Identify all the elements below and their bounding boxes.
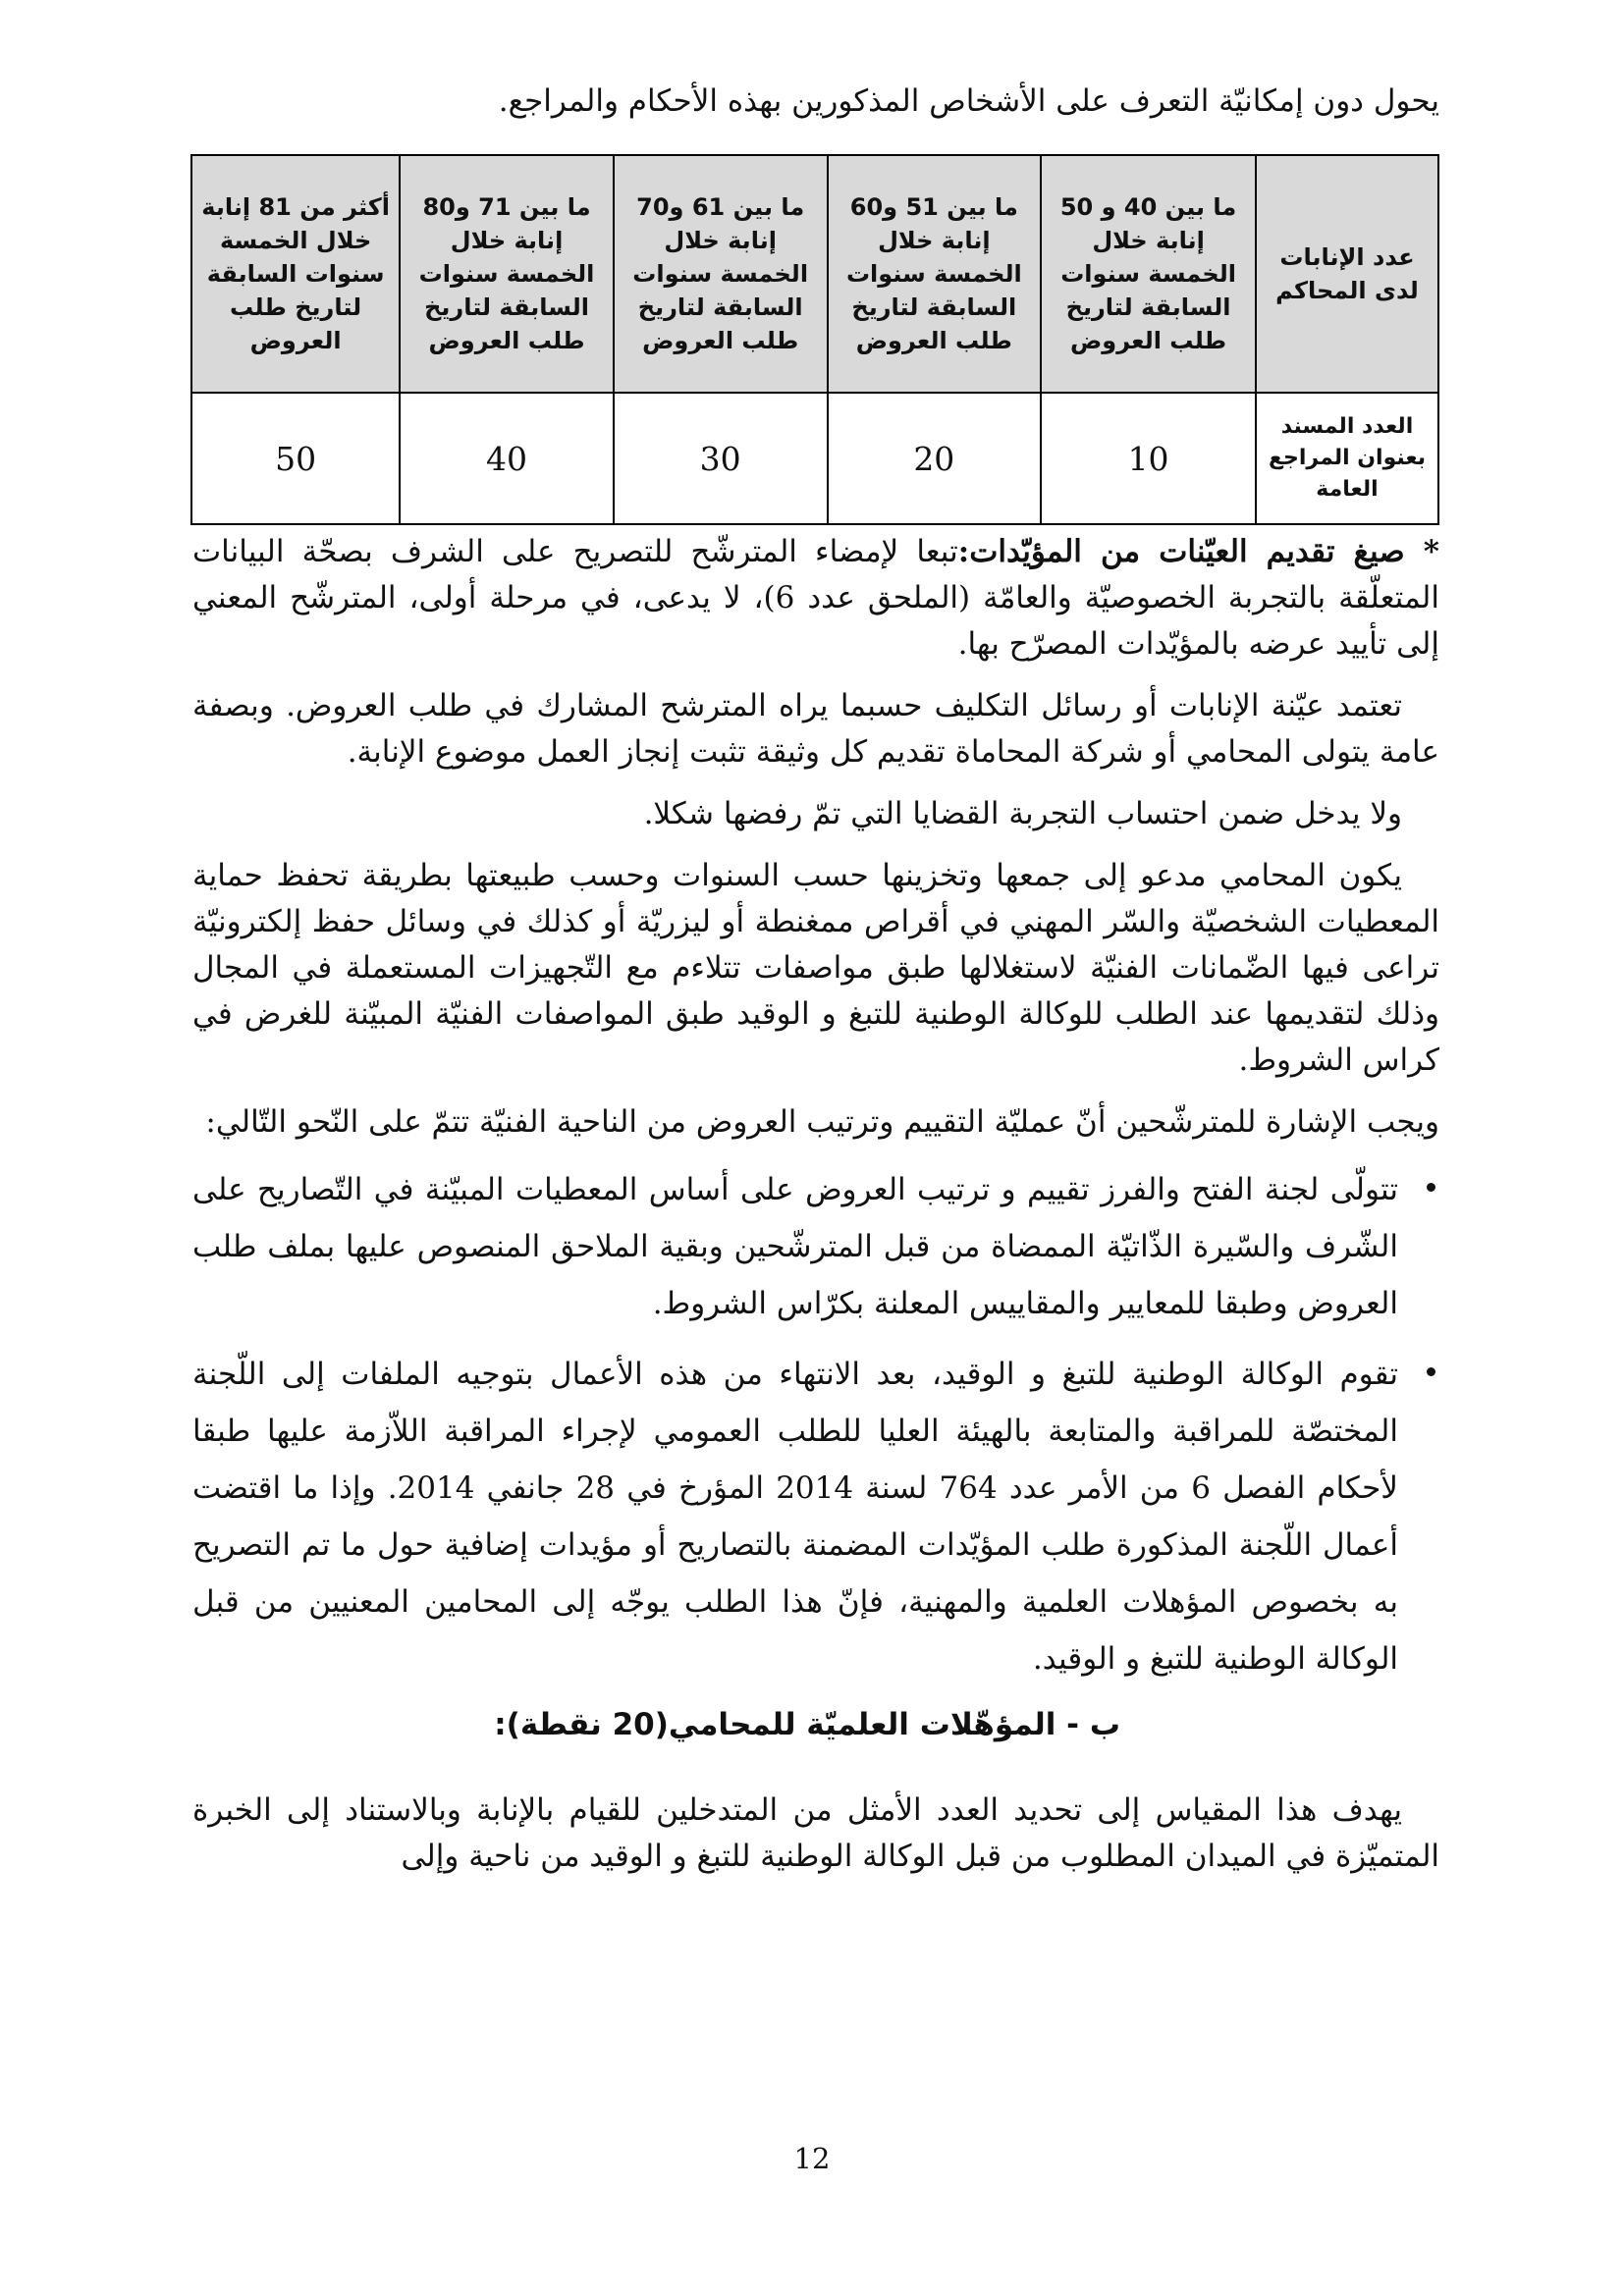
table-cell: 20 [828,393,1042,524]
table-header-cell: أكثر من 81 إنابة خلال الخمسة سنوات السابقة لتاريخ طلب العروض [191,155,400,393]
document-page [192,79,1439,1880]
page-number: 12 [793,2142,831,2175]
bullet-icon [1427,1367,1435,1376]
excluded-paragraph: ولا يدخل ضمن احتساب التجربة القضايا التي تمّ رفضها شكلا. [643,796,1402,831]
table-row-label: العدد المسند بعنوان المراجع العامة [1256,393,1438,524]
samples-title: * صيغ تقديم العيّنات من المؤيّدات: [957,534,1439,569]
list-item [192,1161,1398,1332]
process-paragraph: ويجب الإشارة للمترشّحين أنّ عمليّة التقييم وترتيب العروض من الناحية الفنيّة تتمّ على النّحو التّالي: [205,1104,1439,1140]
final-paragraph: يهدف هذا المقياس إلى تحديد العدد الأمثل من المتدخلين للقيام بالإنابة وبالاستناد إلى الخبرة المتميّزة في الميدان المطلوب من قبل الوكالة الوطنية للتبغ و الوقيد من ناحية وإلى [192,1792,1439,1874]
bullet-icon [1427,1183,1435,1192]
table-cell: 50 [191,393,400,524]
table-header-cell: ما بين 51 و60 إنابة خلال الخمسة سنوات السابقة لتاريخ طلب العروض [828,155,1042,393]
scoring-table [190,154,1439,525]
section-heading: ب - المؤهّلات العلميّة للمحامي(20 نقطة): [494,1707,1120,1742]
table-cell: 10 [1041,393,1256,524]
table-cell: 40 [400,393,614,524]
storage-paragraph: يكون المحامي مدعو إلى جمعها وتخزينها حسب السنوات وحسب طبيعتها بطريقة تحفظ حماية المعطيات الشخصيّة والسّر المهني في أقراص ممغنطة أو ليزريّة أو كذلك في وسائل حفظ إلكترونيّة تراعى فيها الضّمانات الفنيّة لاستغلالها طبق مواصفات تتلاءم مع التّجهيزات المستعملة في المجال وذلك لتقديمها عند الطلب للوكالة الوطنية للتبغ و الوقيد طبق المواصفات الفنيّة المبيّنة للغرض في كراس الشروط. [192,858,1440,1078]
samples-paragraph [192,529,1439,667]
sample-paragraph: تعتمد عيّنة الإنابات أو رسائل التكليف حسبما يراه المترشح المشارك في طلب العروض. وبصفة عامة يتولى المحامي أو شركة المحاماة تقديم كل وثيقة تثبت إنجاز العمل موضوع الإنابة. [192,688,1439,770]
intro-line: يحول دون إمكانيّة التعرف على الأشخاص المذكورين بهذه الأحكام والمراجع. [498,83,1439,119]
table-row [191,393,1438,524]
list-item-text: تتولّى لجنة الفتح والفرز تقييم و ترتيب العروض على أساس المعطيات المبيّنة في التّصاريح على الشّرف والسّيرة الذّاتيّة الممضاة من قبل المترشّحين وبقية الملاحق المنصوص عليها بملف طلب العروض وطبقا للمعايير والمقاييس المعلنة بكرّاس الشروط. [192,1172,1398,1321]
list-item-text: تقوم الوكالة الوطنية للتبغ و الوقيد، بعد الانتهاء من هذه الأعمال بتوجيه الملفات إلى اللّجنة المختصّة للمراقبة والمتابعة بالهيئة العليا للطلب العمومي لإجراء المراقبة اللاّزمة عليها طبقا لأحكام الفصل 6 من الأمر عدد 764 لسنة 2014 المؤرخ في 28 جانفي 2014. وإذا ما اقتضت أعمال اللّجنة المذكورة طلب المؤيّدات المضمنة بالتصاريح أو مؤيدات إضافية حول ما تم التصريح به بخصوص المؤهلات العلمية والمهنية، فإنّ هذا الطلب يوجّه إلى المحامين المعنيين من قبل الوكالة الوطنية للتبغ و الوقيد. [192,1357,1398,1677]
table-header-cell: ما بين 61 و70 إنابة خلال الخمسة سنوات السابقة لتاريخ طلب العروض [614,155,828,393]
table-header-cell: عدد الإنابات لدى المحاكم [1256,155,1438,393]
samples-text: تبعا لإمضاء المترشّح للتصريح على الشرف بصحّة البيانات المتعلّقة بالتجربة الخصوصيّة والعامّة (الملحق عدد 6)، لا يدعى، في مرحلة أولى، المترشّح المعني إلى تأييد عرضه بالمؤيّدات المصرّح بها. [192,534,1439,662]
table-cell: 30 [614,393,828,524]
list-item [192,1346,1398,1687]
table-header-cell: ما بين 40 و 50 إنابة خلال الخمسة سنوات السابقة لتاريخ طلب العروض [1041,155,1256,393]
table-header-row [191,155,1438,393]
table-header-cell: ما بين 71 و80 إنابة خلال الخمسة سنوات السابقة لتاريخ طلب العروض [400,155,614,393]
bullet-list [192,1161,1439,1687]
